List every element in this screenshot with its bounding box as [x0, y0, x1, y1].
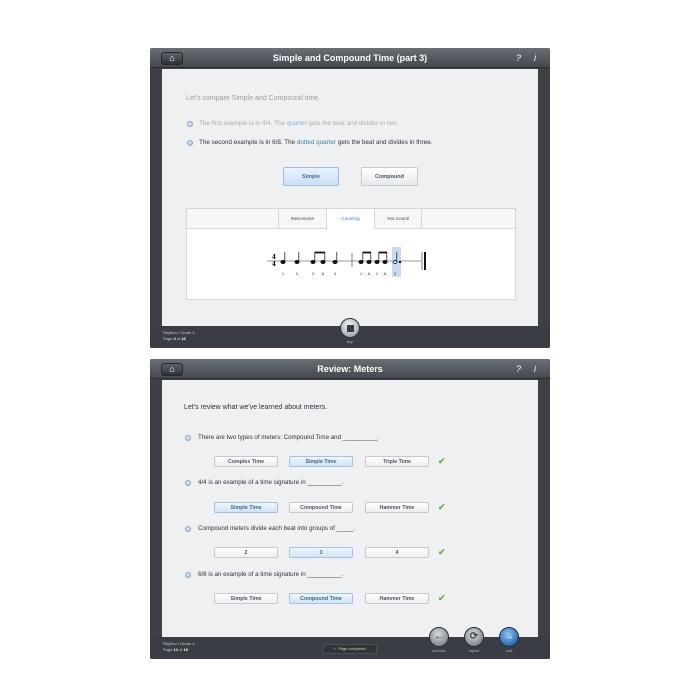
note — [295, 261, 299, 264]
help-button[interactable]: ? — [516, 53, 522, 63]
bullet-icon — [185, 480, 191, 486]
previous-button[interactable] — [429, 627, 449, 647]
note — [383, 261, 387, 264]
answer-button[interactable]: Compound Time — [289, 502, 353, 513]
answer-button-selected[interactable]: Compound Time — [289, 593, 353, 604]
answer-button[interactable]: Complex Time — [214, 456, 278, 467]
page-total: 16 — [183, 647, 188, 652]
note — [333, 261, 337, 264]
line-text: gets the beat and divides in two. — [306, 120, 399, 127]
count-label: 4 — [333, 271, 337, 276]
example-line-2 — [199, 139, 432, 146]
intro-text: Let's compare Simple and Compound time. — [186, 95, 321, 102]
bullet-icon — [185, 526, 191, 532]
repeat-button[interactable] — [464, 627, 484, 647]
page-of: of — [175, 336, 182, 341]
page-indicator — [163, 647, 188, 653]
line-text: The second example is in 6/8. The — [199, 139, 297, 146]
metronome-stop-label: stop — [346, 340, 354, 344]
repeat-icon: ⟳ — [469, 631, 479, 642]
count-label: 3 — [311, 271, 315, 276]
time-signature-top: 4 — [271, 254, 277, 261]
simple-button[interactable]: Simple — [283, 167, 339, 186]
correct-check-icon: ✔ — [438, 593, 446, 603]
home-icon: ⌂ — [169, 53, 175, 63]
intro-text: Let's review what we've learned about meters. — [184, 404, 328, 411]
lesson-screen-review-meters — [150, 359, 550, 659]
page-prefix: Page — [163, 336, 174, 341]
toast-text: Page completed. — [338, 647, 367, 651]
answer-button-selected[interactable]: Simple Time — [289, 456, 353, 467]
bullet-icon — [185, 435, 191, 441]
page-completed-toast — [323, 644, 377, 654]
help-button[interactable]: ? — [516, 364, 522, 374]
info-button[interactable]: i — [534, 53, 536, 63]
tab-metronome[interactable]: Metronome — [278, 209, 326, 229]
arrow-right-icon: → — [504, 631, 514, 642]
correct-check-icon: ✔ — [438, 547, 446, 557]
tab-bar — [187, 209, 515, 229]
bullet-icon — [187, 121, 193, 127]
answer-button[interactable]: 2 — [214, 547, 278, 558]
question-2: 4/4 is an example of a time signature in __________. — [198, 479, 344, 486]
answer-button[interactable]: Simple Time — [214, 593, 278, 604]
note — [321, 261, 325, 264]
correct-check-icon: ✔ — [438, 502, 446, 512]
title-bar — [150, 359, 550, 379]
page-number: 14 — [173, 647, 178, 652]
arrow-left-icon: ← — [434, 631, 444, 642]
page-of: of — [177, 647, 184, 652]
course-label: Rhythm / Grade 4 — [163, 330, 195, 335]
lesson-content — [162, 380, 538, 637]
answer-button-selected[interactable]: 3 — [289, 547, 353, 558]
check-icon: ✔ — [333, 647, 337, 651]
question-4: 6/8 is an example of a time signature in __________. — [198, 571, 344, 578]
page-number: 4 — [173, 336, 176, 341]
lesson-screen-simple-compound — [150, 48, 550, 348]
page-title: Review: Meters — [317, 364, 383, 374]
page-total: 16 — [181, 336, 186, 341]
line-text: The first example is in 4/4. The — [199, 120, 287, 127]
count-label: 1 — [281, 271, 285, 276]
course-label: Rhythm / Grade 4 — [163, 641, 195, 646]
metronome-stop-button[interactable] — [340, 318, 360, 338]
count-label: & — [367, 271, 371, 276]
answer-button[interactable]: 4 — [365, 547, 429, 558]
next-label: next — [505, 649, 513, 653]
home-icon: ⌂ — [169, 364, 175, 374]
title-bar — [150, 48, 550, 68]
note — [281, 261, 285, 264]
bullet-icon — [185, 572, 191, 578]
page-indicator — [163, 336, 186, 342]
page-title: Simple and Compound Time (part 3) — [272, 53, 428, 63]
lesson-content — [162, 69, 538, 326]
correct-check-icon: ✔ — [438, 456, 446, 466]
count-label: & — [321, 271, 325, 276]
next-button[interactable] — [499, 627, 519, 647]
info-button[interactable]: i — [534, 364, 536, 374]
bullet-icon — [187, 140, 193, 146]
note — [311, 261, 315, 264]
count-label: 2 — [295, 271, 299, 276]
page-prefix: Page — [163, 647, 174, 652]
term-link[interactable]: quarter — [286, 120, 307, 127]
tab-you-count[interactable]: You Count! — [374, 209, 422, 229]
note — [359, 261, 363, 264]
home-button[interactable] — [161, 363, 183, 376]
answer-button-selected[interactable]: Simple Time — [214, 502, 278, 513]
stop-icon — [347, 325, 354, 332]
question-3: Compound meters divide each beat into groups of _____. — [198, 525, 356, 532]
count-label: 2 — [375, 271, 379, 276]
count-label: 1 — [359, 271, 363, 276]
staff-notation — [263, 245, 443, 293]
time-signature-bottom: 4 — [271, 261, 277, 268]
question-1: There are two types of meters: Compound Time and __________. — [198, 434, 379, 441]
home-button[interactable] — [161, 52, 183, 65]
answer-button[interactable]: Hammer Time — [365, 593, 429, 604]
count-label: & — [383, 271, 387, 276]
rhythm-staff — [263, 245, 443, 293]
count-label: 3 — [393, 271, 397, 276]
answer-button[interactable]: Triple Time — [365, 456, 429, 467]
note — [375, 261, 379, 264]
note — [367, 261, 371, 264]
term-link[interactable]: dotted quarter — [296, 139, 337, 146]
count-labels — [282, 271, 397, 276]
compound-button[interactable]: Compound — [361, 167, 418, 186]
example-line-1 — [199, 120, 398, 127]
measure-1 — [281, 252, 337, 264]
previous-label: previous — [432, 649, 446, 653]
repeat-label: repeat — [468, 649, 480, 653]
notation-panel — [186, 208, 516, 300]
tab-counting[interactable]: Counting — [326, 209, 374, 229]
line-text: gets the beat and divides in three. — [336, 139, 433, 146]
answer-button[interactable]: Hammer Time — [365, 502, 429, 513]
